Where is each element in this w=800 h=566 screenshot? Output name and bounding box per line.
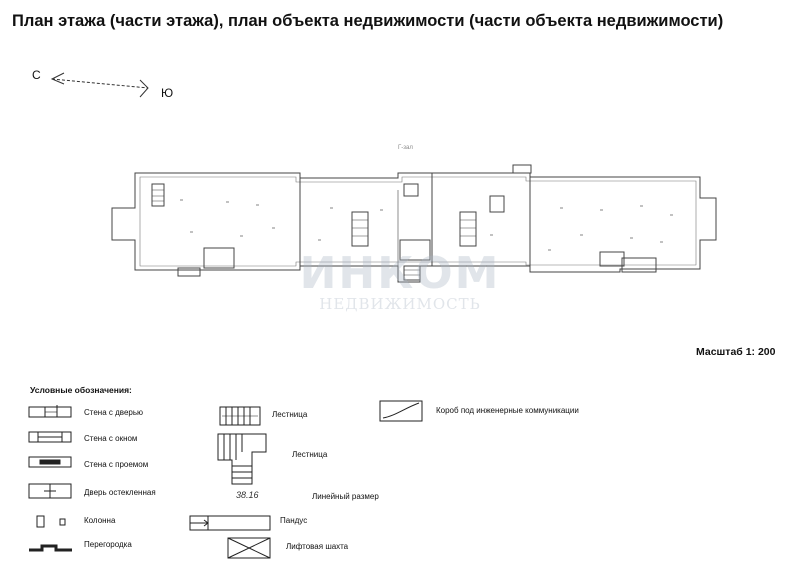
- legend-label-dimension: Линейный размер: [312, 492, 379, 501]
- legend-title: Условные обозначения:: [30, 385, 132, 395]
- compass-arrow-icon: [52, 73, 148, 97]
- legend-label-stairs-turn: Лестница: [292, 450, 328, 459]
- legend-icons: [29, 401, 422, 558]
- wall-door-icon: [29, 405, 71, 417]
- compass-label-s: С: [32, 68, 41, 82]
- legend-label-glazed-door: Дверь остекленная: [84, 488, 156, 497]
- legend-label-wall-window: Стена с окном: [84, 434, 138, 443]
- watermark-sub: НЕДВИЖИМОСТЬ: [319, 295, 481, 313]
- legend-label-stairs: Лестница: [272, 410, 308, 419]
- floor-plan: [112, 165, 716, 282]
- wall-opening-icon: [29, 457, 71, 467]
- legend-label-elevator-shaft: Лифтовая шахта: [286, 542, 349, 551]
- dimension-sample: 38.16: [236, 490, 259, 500]
- partition-icon: [29, 546, 72, 550]
- legend-label-wall-opening: Стена с проемом: [84, 460, 149, 469]
- legend-label-wall-door: Стена с дверью: [84, 408, 144, 417]
- stairs-icon: [220, 407, 260, 425]
- stairs-turn-icon: [218, 434, 266, 484]
- ramp-icon: [190, 516, 270, 530]
- elevator-shaft-icon: [228, 538, 270, 558]
- legend-label-duct: Короб под инженерные коммуникации: [436, 406, 579, 415]
- scale-label: Масштаб 1: 200: [696, 346, 776, 358]
- column-icon: [37, 516, 65, 527]
- room-label: Г-зал: [398, 145, 413, 151]
- wall-window-icon: [29, 432, 71, 442]
- compass-label-n: Ю: [161, 86, 174, 100]
- legend-label-ramp: Пандус: [280, 516, 308, 525]
- watermark-main: ИНКОМ: [299, 248, 501, 299]
- page-title: План этажа (части этажа), план объекта недвижимости (части объекта недвижимости): [12, 12, 724, 30]
- duct-icon: [380, 401, 422, 421]
- legend-label-column: Колонна: [84, 516, 116, 525]
- legend-label-partition: Перегородка: [84, 540, 132, 549]
- glazed-door-icon: [29, 484, 71, 498]
